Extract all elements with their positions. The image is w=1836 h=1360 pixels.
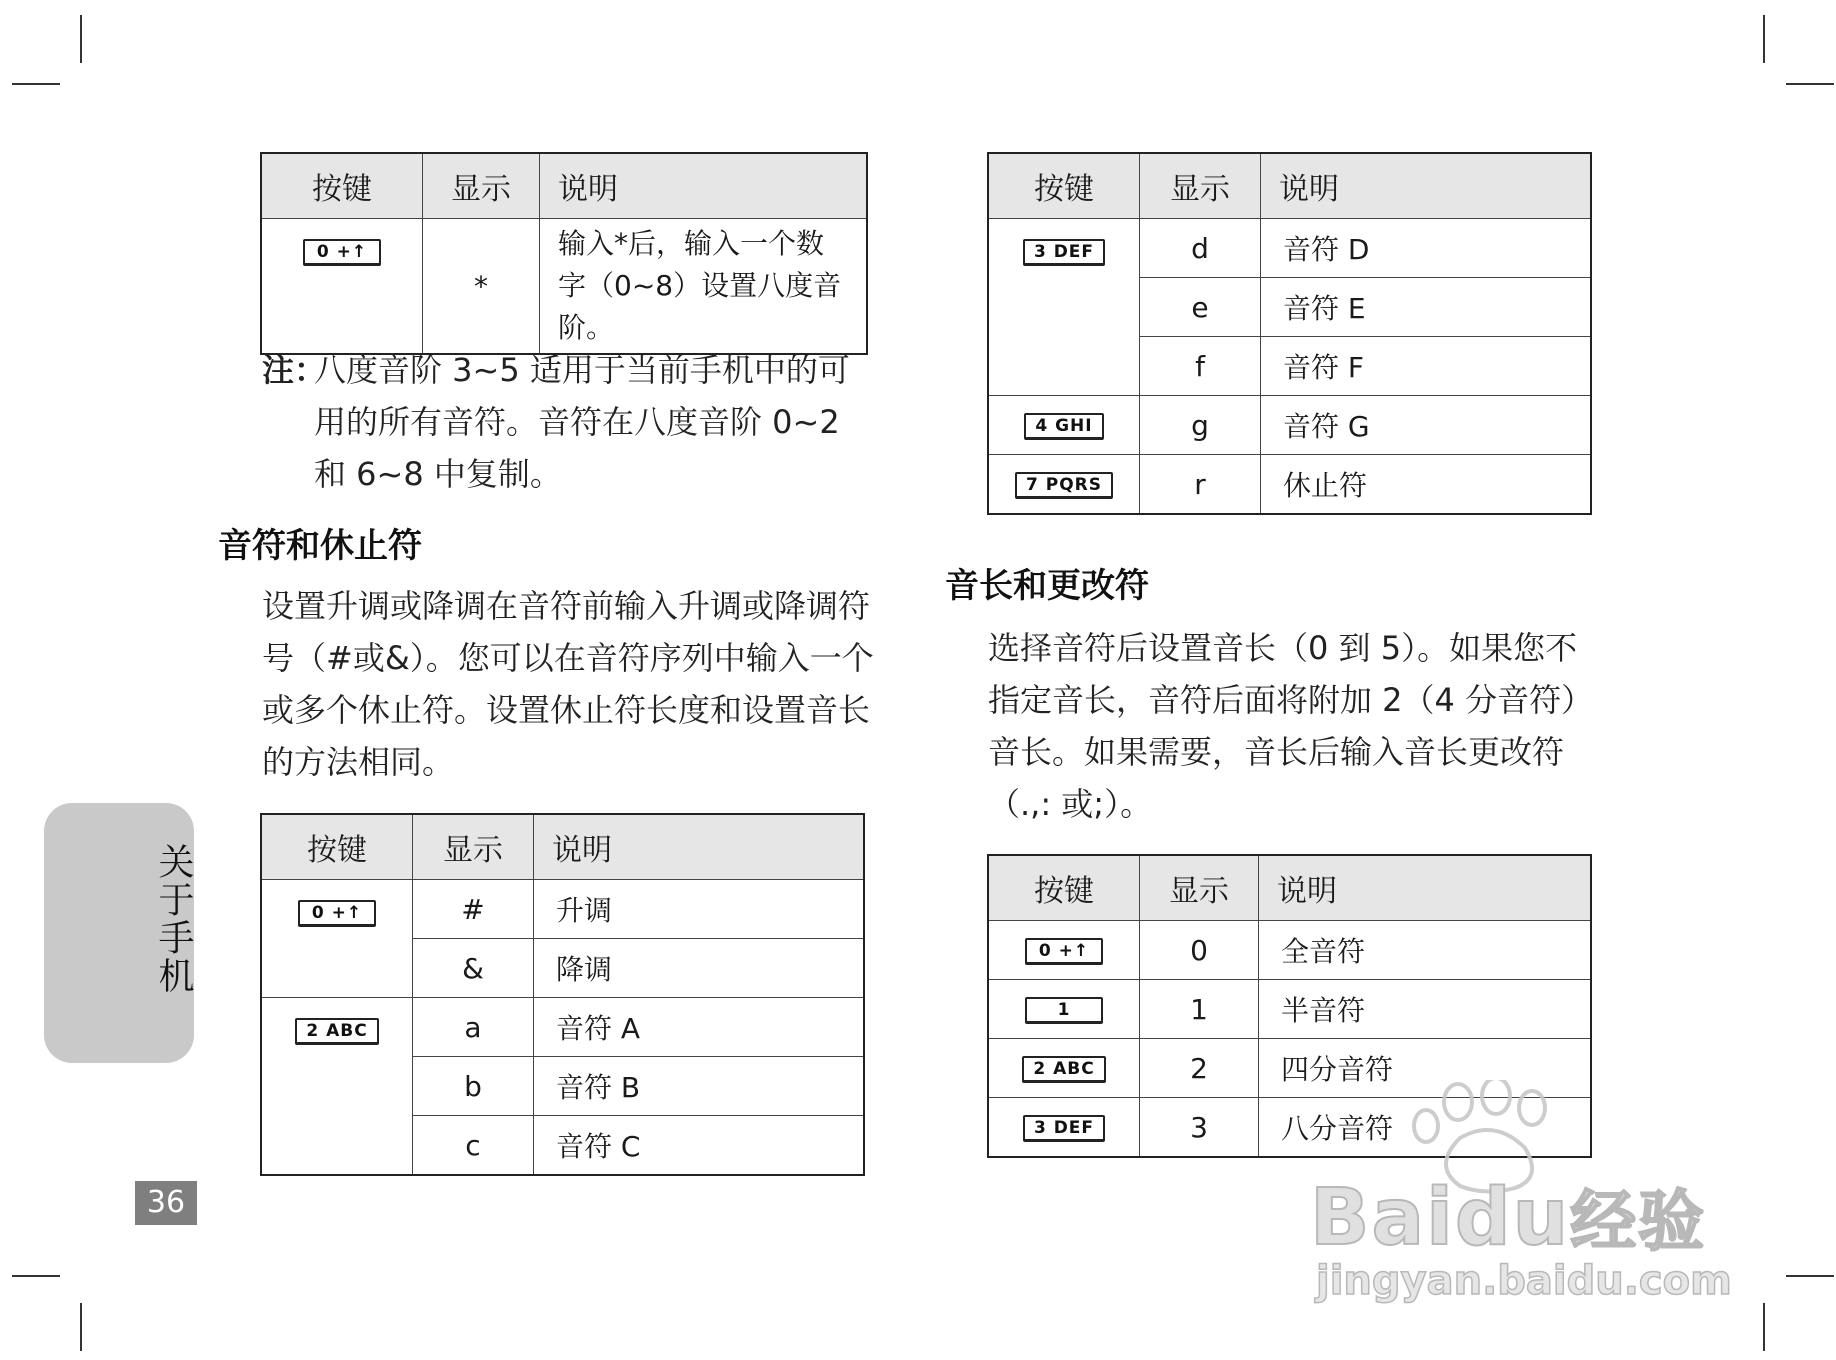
crop-mark — [1786, 1275, 1834, 1277]
key-0-icon: 0 +↑ — [1025, 938, 1103, 965]
octave-table — [260, 152, 868, 355]
col-header-display: 显示 — [1140, 153, 1261, 219]
table-row — [988, 396, 1591, 455]
description: 音符 C — [534, 1116, 865, 1176]
description: 音符 E — [1261, 278, 1592, 337]
crop-mark — [1763, 1303, 1765, 1351]
note — [262, 344, 872, 500]
table-row — [261, 880, 864, 939]
col-header-desc: 说明 — [1261, 153, 1592, 219]
col-header-desc: 说明 — [540, 153, 868, 219]
table-row — [988, 921, 1591, 980]
note-text: 八度音阶 3~5 适用于当前手机中的可用的所有音符。音符在八度音阶 0~2 和 6~8 中复制。 — [314, 351, 850, 493]
key-7-icon: 7 PQRS — [1015, 472, 1113, 499]
display-value: b — [413, 1057, 534, 1116]
section-text-notes-rests: 设置升调或降调在音符前输入升调或降调符号（#或&）。您可以在音符序列中输入一个或多个休止符。设置休止符长度和设置音长的方法相同。 — [262, 587, 874, 781]
section-heading-length-modifiers: 音长和更改符 — [945, 566, 1149, 606]
display-value: g — [1140, 396, 1261, 455]
col-header-display: 显示 — [413, 814, 534, 880]
display-value: d — [1140, 219, 1261, 278]
description: 音符 F — [1261, 337, 1592, 396]
description: 降调 — [534, 939, 865, 998]
display-value: & — [413, 939, 534, 998]
crop-mark — [80, 15, 82, 63]
side-tab — [44, 803, 194, 1063]
col-header-key: 按键 — [988, 855, 1140, 921]
description: 输入*后，输入一个数字（0~8）设置八度音阶。 — [540, 219, 868, 355]
section-text-length-modifiers: 选择音符后设置音长（0 到 5）。如果您不指定音长，音符后面将附加 2（4 分音符）音长。如果需要，音长后输入音长更改符（.,: 或;）。 — [988, 629, 1594, 823]
col-header-display: 显示 — [423, 153, 540, 219]
baidu-jingyan-watermark — [1310, 1080, 1730, 1320]
col-header-desc: 说明 — [1259, 855, 1592, 921]
display-value: 2 — [1140, 1039, 1259, 1098]
col-header-desc: 说明 — [534, 814, 865, 880]
table-row — [988, 980, 1591, 1039]
col-header-display: 显示 — [1140, 855, 1259, 921]
description: 半音符 — [1259, 980, 1592, 1039]
display-value: c — [413, 1116, 534, 1176]
crop-mark — [12, 83, 60, 85]
key-4-icon: 4 GHI — [1024, 413, 1103, 440]
description: 全音符 — [1259, 921, 1592, 980]
section-heading-notes-rests: 音符和休止符 — [218, 526, 422, 566]
description: 升调 — [534, 880, 865, 939]
col-header-key: 按键 — [261, 814, 413, 880]
display-value: r — [1140, 455, 1261, 515]
key-0-icon: 0 +↑ — [298, 900, 376, 927]
display-value: * — [423, 219, 540, 355]
key-2-icon: 2 ABC — [1022, 1056, 1105, 1083]
key-0-icon: 0 +↑ — [303, 239, 381, 266]
note-label: 注： — [262, 351, 327, 389]
display-value: # — [413, 880, 534, 939]
description: 音符 D — [1261, 219, 1592, 278]
description: 休止符 — [1261, 455, 1592, 515]
page-number: 36 — [135, 1181, 197, 1225]
description: 八分音符 — [1259, 1098, 1592, 1158]
notes-table-left — [260, 813, 865, 1176]
watermark-brand: Baidu经验 — [1310, 1173, 1707, 1263]
table-row — [988, 455, 1591, 515]
crop-mark — [1786, 83, 1834, 85]
col-header-key: 按键 — [988, 153, 1140, 219]
display-value: f — [1140, 337, 1261, 396]
crop-mark — [1763, 15, 1765, 63]
key-3-icon: 3 DEF — [1023, 239, 1105, 266]
display-value: e — [1140, 278, 1261, 337]
crop-mark — [80, 1303, 82, 1351]
table-row — [261, 998, 864, 1057]
description: 音符 A — [534, 998, 865, 1057]
description: 四分音符 — [1259, 1039, 1592, 1098]
crop-mark — [12, 1275, 60, 1277]
description: 音符 G — [1261, 396, 1592, 455]
display-value: a — [413, 998, 534, 1057]
display-value: 3 — [1140, 1098, 1259, 1158]
table-row — [988, 219, 1591, 278]
key-2-icon: 2 ABC — [295, 1018, 378, 1045]
key-1-icon: 1 — [1025, 997, 1103, 1024]
display-value: 1 — [1140, 980, 1259, 1039]
display-value: 0 — [1140, 921, 1259, 980]
watermark-url: jingyan.baidu.com — [1316, 1258, 1732, 1304]
notes-table-right — [987, 152, 1592, 515]
description: 音符 B — [534, 1057, 865, 1116]
side-tab-label: 关于手机 — [153, 843, 194, 995]
table-row — [261, 219, 867, 355]
col-header-key: 按键 — [261, 153, 423, 219]
key-3-icon: 3 DEF — [1023, 1115, 1105, 1142]
